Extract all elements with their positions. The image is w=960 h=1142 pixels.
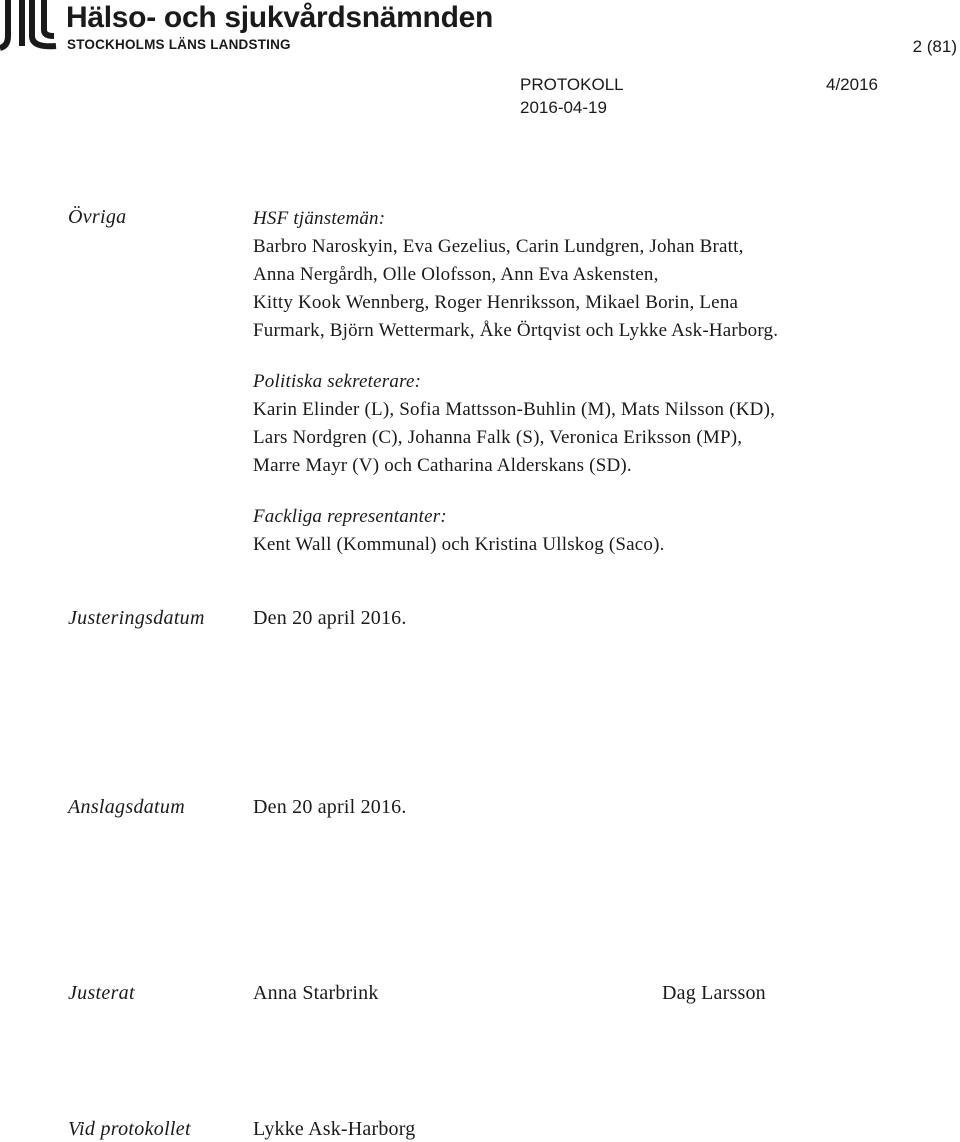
- justerat-signatory-1: Anna Starbrink: [253, 982, 379, 1004]
- hsf-line: Barbro Naroskyin, Eva Gezelius, Carin Lundgren, Johan Bratt,: [253, 236, 744, 257]
- politiska-heading: Politiska sekreterare:: [253, 371, 422, 392]
- politiska-line: Marre Mayr (V) och Catharina Alderskans (SD).: [253, 455, 632, 476]
- justerat-signatory-2: Dag Larsson: [662, 982, 766, 1004]
- sll-logo: [0, 0, 494, 56]
- anslagsdatum-value: Den 20 april 2016.: [253, 796, 407, 818]
- ovriga-section: [253, 205, 933, 345]
- org-subtitle: STOCKHOLMS LÄNS LANDSTING: [67, 37, 291, 52]
- politiska-line: Karin Elinder (L), Sofia Mattsson-Buhlin (M), Mats Nilsson (KD),: [253, 399, 776, 420]
- ovriga-label: Övriga: [68, 206, 127, 228]
- vid-protokollet-name: Lykke Ask-Harborg: [253, 1118, 416, 1140]
- hsf-heading: HSF tjänstemän:: [253, 208, 386, 229]
- org-name: Hälso- och sjukvårdsnämnden: [66, 1, 494, 34]
- justerat-label: Justerat: [68, 982, 135, 1004]
- document-number: 4/2016: [826, 75, 878, 94]
- hsf-line: Kitty Kook Wennberg, Roger Henriksson, Mikael Borin, Lena: [253, 292, 739, 313]
- document-type: PROTOKOLL: [520, 75, 624, 94]
- hsf-line: Furmark, Björn Wettermark, Åke Örtqvist och Lykke Ask-Harborg.: [253, 320, 779, 341]
- hsf-line: Anna Nergårdh, Olle Olofsson, Ann Eva Askensten,: [253, 264, 659, 285]
- justeringsdatum-label: Justeringsdatum: [68, 607, 205, 629]
- anslagsdatum-label: Anslagsdatum: [68, 796, 185, 818]
- vid-protokollet-label: Vid protokollet: [68, 1118, 191, 1140]
- sll-logo-icon: [0, 0, 62, 54]
- fackliga-heading: Fackliga representanter:: [253, 506, 447, 527]
- politiska-line: Lars Nordgren (C), Johanna Falk (S), Veronica Eriksson (MP),: [253, 427, 743, 448]
- page-number: 2 (81): [912, 37, 957, 56]
- fackliga-section: [253, 503, 933, 559]
- document-date: 2016-04-19: [520, 98, 607, 117]
- politiska-section: [253, 368, 933, 480]
- justeringsdatum-value: Den 20 april 2016.: [253, 607, 407, 629]
- fackliga-line: Kent Wall (Kommunal) och Kristina Ullskog (Saco).: [253, 534, 665, 555]
